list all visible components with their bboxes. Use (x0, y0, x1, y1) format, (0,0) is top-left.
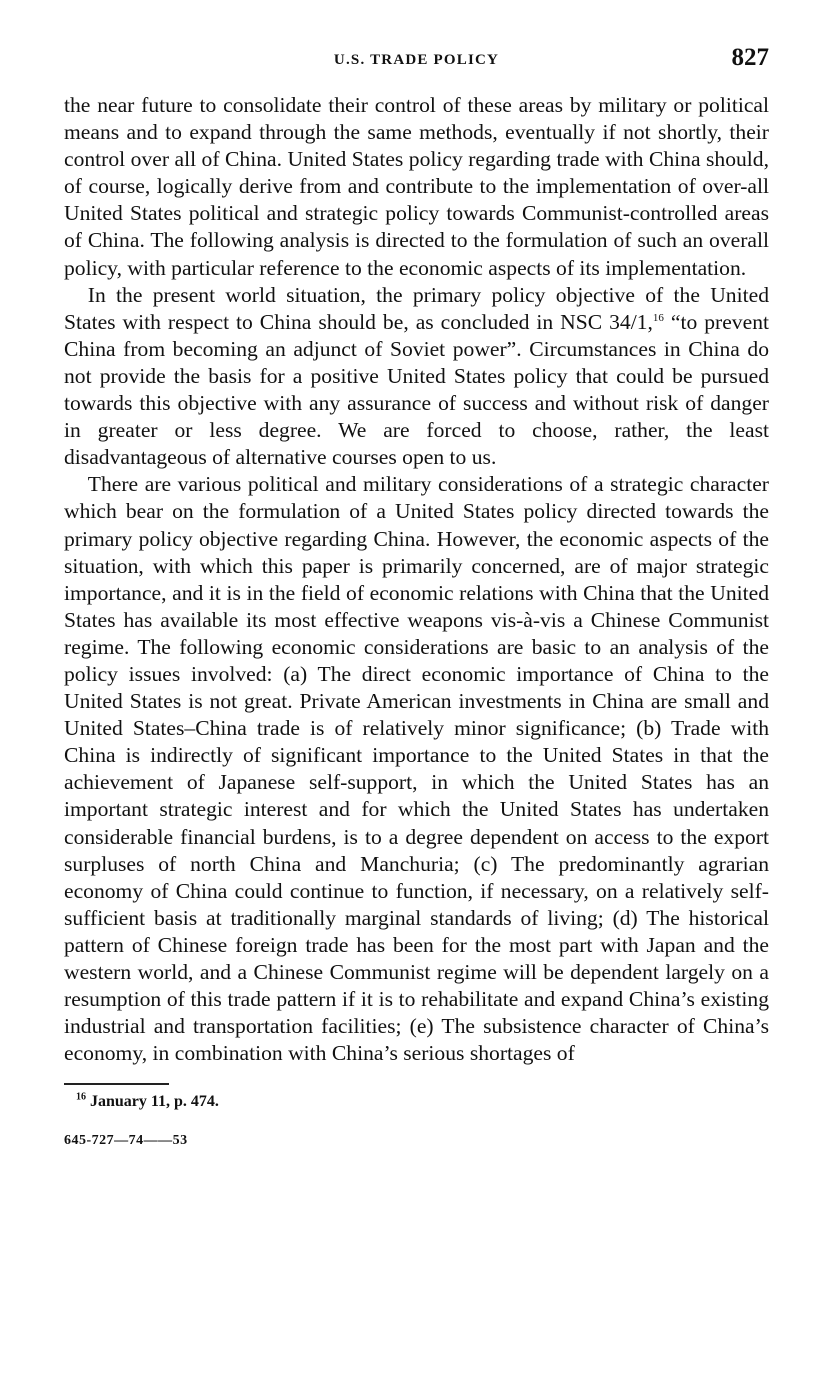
footnote-reference: 16 (652, 311, 664, 324)
body-text (64, 92, 769, 1067)
document-page (64, 44, 769, 1149)
paragraph-3: There are various political and military considerations of a strategic character which bear on the formulation of a United States policy directed towards the primary policy objective regarding China. However, the economic aspects of the situation, with which this paper is primarily concerned, are of major strategic importance, and it is in the field of economic relations with China that the United States has available its most effective weapons vis-à-vis a Chinese Communist regime. The following economic considerations are basic to an analysis of the policy issues involved: (a) The direct economic importance of China to the United States is not great. Private American investments in China are small and United States–China trade is of relatively minor significance; (b) Trade with China is indirectly of significant importance to the United States in that the achievement of Japanese self-support, in which the United States has an important strategic interest and for which the United States has undertaken considerable financial burdens, is to a degree dependent on access to the export surpluses of north China and Manchuria; (c) The predominantly agrarian economy of China could continue to function, if necessary, on a relatively self-sufficient basis at traditionally marginal standards of living; (d) The historical pattern of Chinese foreign trade has been for the most part with Japan and the western world, and a Chinese Communist regime will be dependent largely on a resumption of this trade pattern if it is to rehabilitate and expand China’s existing industrial and transportation facilities; (e) The subsistence character of China’s economy, in combination with China’s serious shortages of (64, 472, 769, 1066)
paragraph-1: the near future to consolidate their control of these areas by military or political means and to expand through the same methods, eventually if not shortly, their control over all of China. United States policy regarding trade with China should, of course, logically derive from and contribute to the implementation of over-all United States political and strategic policy towards Communist-controlled areas of China. The following analysis is directed to the formulation of such an overall policy, with particular reference to the economic aspects of its implementation. (64, 93, 769, 280)
footnote-marker: 16 (76, 1092, 86, 1104)
paragraph-2-text-before-ref: In the present world situation, the primary policy objective of the United States with respect to China should be, as concluded in NSC 34/1, (64, 282, 769, 334)
footnote-text: January 11, p. 474. (86, 1093, 219, 1111)
paragraph-2 (64, 282, 769, 472)
print-code: 645-727—74——53 (64, 1133, 188, 1149)
page-header (64, 44, 769, 80)
footnote (64, 1093, 769, 1111)
page-number: 827 (731, 44, 769, 71)
paragraph-2-text-after-ref: “to prevent China from becoming an adjunct of Soviet power”. Circumstances in China do not provide the basis for a positive United States policy that could be pursued towards this objective with any assurance of success and without risk of danger in greater or less degree. We are forced to choose, rather, the least disadvantageous of alternative courses open to us. (64, 309, 769, 470)
footnote-divider (64, 1083, 169, 1085)
running-head: U.S. TRADE POLICY (333, 52, 500, 68)
